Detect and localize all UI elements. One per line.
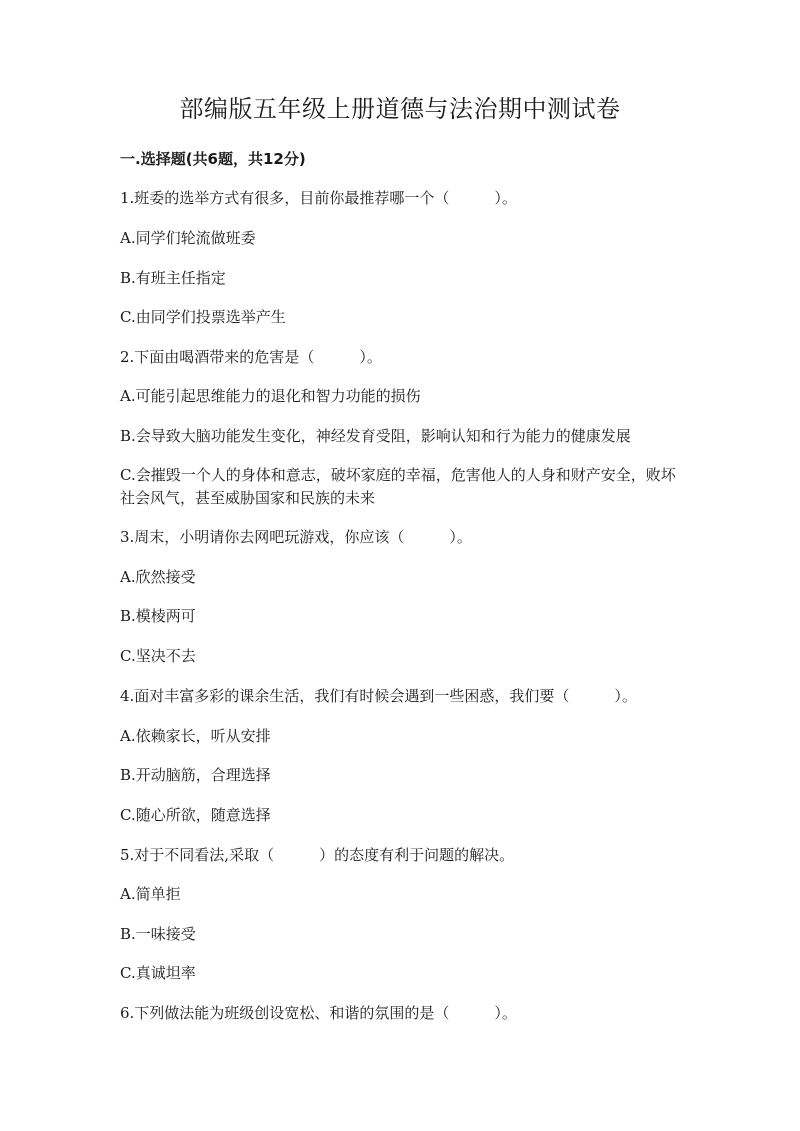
answer-option: A.欣然接受 [120, 568, 196, 586]
page-title: 部编版五年级上册道德与法治期中测试卷 [179, 95, 621, 123]
answer-option: C.随心所欲，随意选择 [120, 806, 271, 824]
question-stem: 5.对于不同看法,采取（ ）的态度有利于问题的解决。 [120, 846, 515, 864]
answer-option: B.有班主任指定 [120, 269, 226, 287]
answer-option: A.同学们轮流做班委 [120, 229, 256, 247]
question-stem: 2.下面由喝酒带来的危害是（ ）。 [120, 348, 382, 366]
answer-option: C.由同学们投票选举产生 [120, 308, 286, 326]
answer-option: B.模棱两可 [120, 607, 196, 625]
question-stem: 1.班委的选举方式有很多，目前你最推荐哪一个（ ）。 [120, 189, 517, 207]
question-stem: 4.面对丰富多彩的课余生活，我们有时候会遇到一些困惑，我们要（ ）。 [120, 687, 637, 705]
answer-option: C.会摧毁一个人的身体和意志，破坏家庭的幸福，危害他人的人身和财产安全，败坏社会风气，甚至威胁国家和民族的未来 [120, 466, 676, 507]
answer-option: B.开动脑筋，合理选择 [120, 766, 271, 784]
answer-option: B.一味接受 [120, 925, 196, 943]
answer-option: A.简单拒 [120, 885, 181, 903]
section-heading: 一.选择题(共6题，共12分) [120, 150, 306, 168]
answer-option: A.依赖家长，听从安排 [120, 727, 271, 745]
answer-option: A.可能引起思维能力的退化和智力功能的损伤 [120, 387, 421, 405]
answer-option: B.会导致大脑功能发生变化，神经发育受阻，影响认知和行为能力的健康发展 [120, 427, 631, 445]
question-stem: 6.下列做法能为班级创设宽松、和谐的氛围的是（ ）。 [120, 1004, 517, 1022]
question-stem: 3.周末，小明请你去网吧玩游戏，你应该（ ）。 [120, 528, 472, 546]
answer-option: C.坚决不去 [120, 647, 196, 665]
answer-option: C.真诚坦率 [120, 964, 196, 982]
